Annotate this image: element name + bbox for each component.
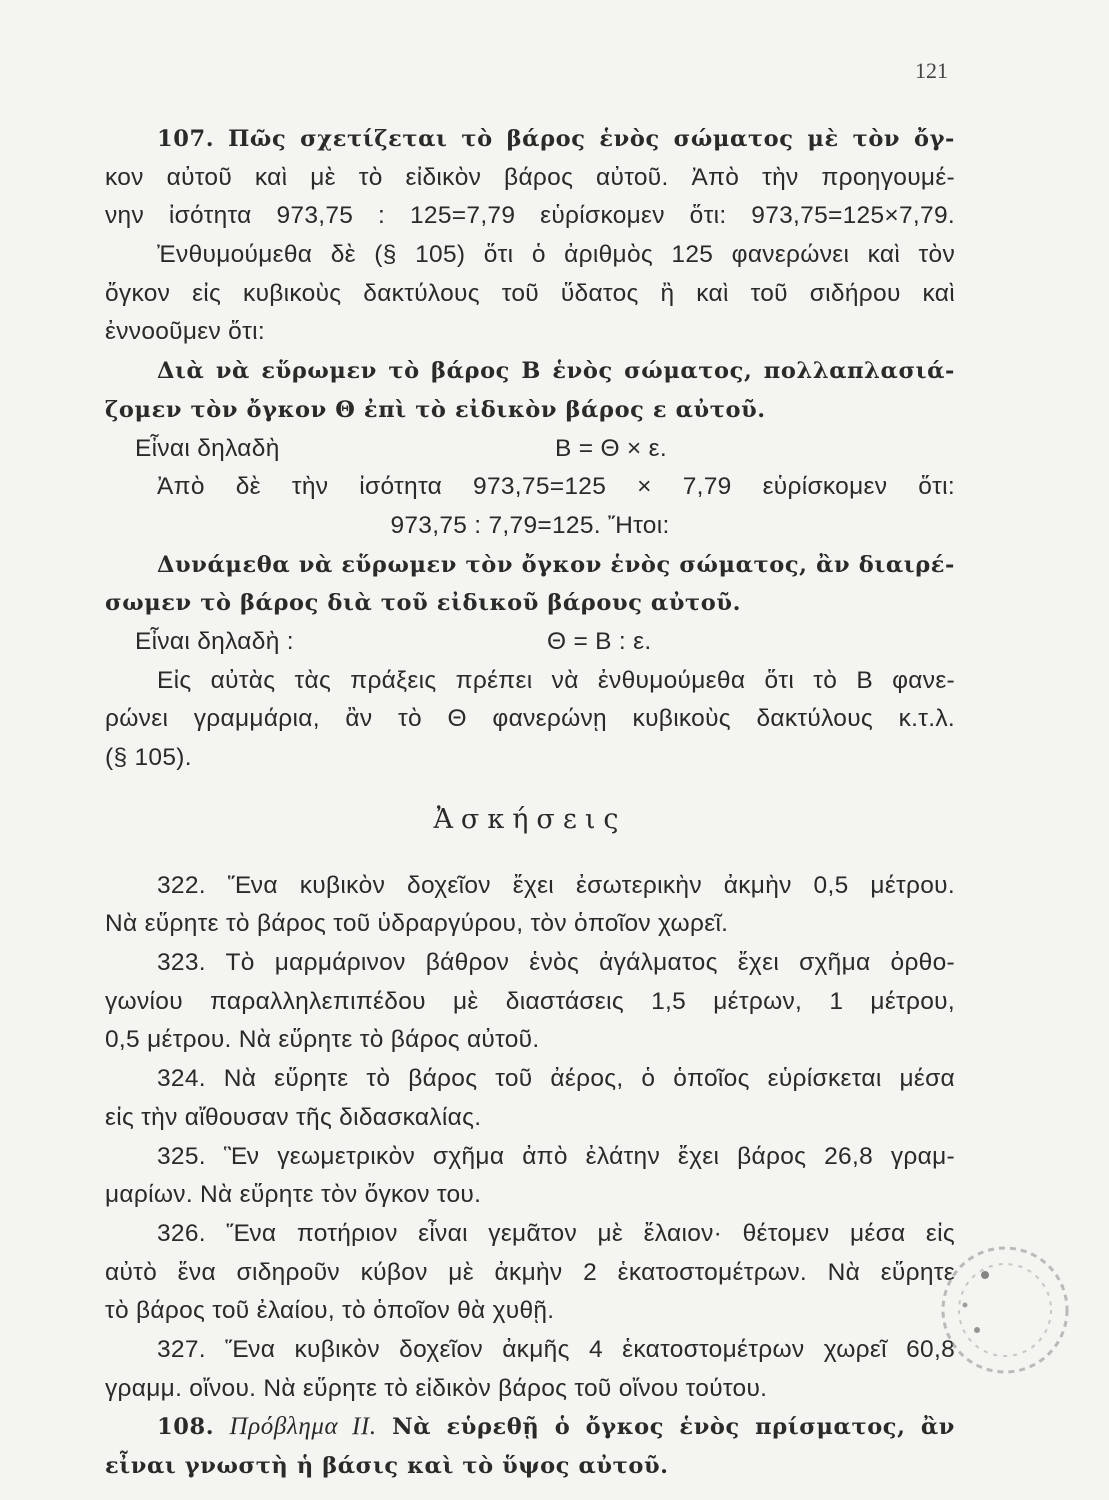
note-line-2: ρώνει γραμμάρια, ἂν τὸ Θ φανερώνῃ κυβικοὺς δακτύλους κ.τ.λ. [105,705,955,733]
exercise-line: τὸ βάρος τοῦ ἐλαίου, τὸ ὁποῖον θὰ χυθῇ. [105,1297,555,1325]
formula-1-label: Εἶναι δηλαδὴ [135,434,280,462]
formula-2-label: Εἶναι δηλαδὴ : [135,627,294,655]
exercise-line: μαρίων. Νὰ εὕρητε τὸν ὄγκον του. [105,1181,482,1209]
rule-2-line-1: Δυνάμεθα νὰ εὕρωμεν τὸν ὄγκον ἑνὸς σώματος, ἂν διαιρέ- [157,551,955,578]
exercise-line: 324. Νὰ εὕρητε τὸ βάρος τοῦ ἀέρος, ὁ ὁποῖος εὑρίσκεται μέσα [157,1065,955,1093]
exercises-heading: Ἀσκήσεις [433,803,627,835]
rule-2-line-2: σωμεν τὸ βάρος διὰ τοῦ εἰδικοῦ βάρους αὐτοῦ. [105,590,742,617]
exercise-line: γωνίου παραλληλεπιπέδου μὲ διαστάσεις 1,5 μέτρων, 1 μέτρου, [105,987,955,1015]
exercise-line: 0,5 μέτρου. Νὰ εὕρητε τὸ βάρος αὐτοῦ. [105,1026,540,1054]
section-108-text: Νὰ εὑρεθῇ ὁ ὄγκος ἑνὸς πρίσματος, ἂν [392,1414,956,1441]
exercise-line: Νὰ εὕρητε τὸ βάρος τοῦ ὑδραργύρου, τὸν ὁποῖον χωρεῖ. [105,910,729,938]
exercise-line: αὐτὸ ἕνα σιδηροῦν κύβον μὲ ἀκμὴν 2 ἑκατοστομέτρων. Νὰ εὕρητε [105,1258,955,1286]
note-line-3: (§ 105). [105,744,192,771]
exercise-line: 325. Ἓν γεωμετρικὸν σχῆμα ἀπὸ ἐλάτην ἔχει βάρος 26,8 γραμ- [157,1142,955,1170]
section-107-line-6: ἐννοοῦμεν ὅτι: [105,318,265,346]
section-107-line-3: νην ἰσότητα 973,75 : 125=7,79 εὑρίσκομεν ὅτι: 973,75=125×7,79. [105,202,955,230]
section-108-number: 108. [157,1414,215,1441]
exercise-line: εἰς τὴν αἴθουσαν τῆς διδασκαλίας. [105,1103,482,1131]
exercise-line: 327. Ἕνα κυβικὸν δοχεῖον ἀκμῆς 4 ἑκατοστομέτρων χωρεῖ 60,8 [157,1335,955,1363]
section-108-title-line-2: εἶναι γνωστὴ ἡ βάσις καὶ τὸ ὕψος αὐτοῦ. [105,1453,669,1479]
result-line: 973,75 : 7,79=125. Ἤτοι: [390,511,670,539]
library-stamp-graphic [925,1235,1075,1385]
section-107-line-2: κον αὐτοῦ καὶ μὲ τὸ εἰδικὸν βάρος αὐτοῦ. Ἀπὸ τὴν προηγουμέ- [105,163,955,191]
section-107-title-line-1: 107. Πῶς σχετίζεται τὸ βάρος ἑνὸς σώματος μὲ τὸν ὄγ- [157,126,955,152]
formula-1 [105,430,955,469]
page-content [105,120,955,1486]
section-107-line-4: Ἐνθυμούμεθα δὲ (§ 105) ὅτι ὁ ἀριθμὸς 125 φανερώνει καὶ τὸν [157,241,955,269]
exercise-323 [105,944,955,1060]
exercise-326 [105,1215,955,1331]
exercise-line: γραμμ. οἴνου. Νὰ εὕρητε τὸ εἰδικὸν βάρος τοῦ οἴνου τούτου. [105,1374,768,1402]
rule-1-line-1: Διὰ νὰ εὕρωμεν τὸ βάρος Β ἑνὸς σώματος, πολλαπλασιά- [157,358,955,385]
equality-line: Ἀπὸ δὲ τὴν ἰσότητα 973,75=125 × 7,79 εὑρίσκομεν ὅτι: [157,473,955,501]
section-108-label: Πρόβλημα ΙΙ. [229,1413,377,1441]
page-number: 121 [915,58,948,83]
exercise-322 [105,867,955,944]
exercise-line: 323. Τὸ μαρμάρινον βάθρον ἑνὸς ἀγάλματος ἔχει σχῆμα ὀρθο- [157,949,955,977]
exercise-324 [105,1060,955,1137]
formula-2-expression: Θ = Β : ε. [547,627,652,655]
formula-1-expression: Β = Θ × ε. [555,434,667,462]
section-107-line-5: ὄγκον εἰς κυβικοὺς δακτύλους τοῦ ὕδατος ἢ καὶ τοῦ σιδήρου καὶ [105,279,955,307]
rule-1-line-2: ζομεν τὸν ὄγκον Θ ἐπὶ τὸ εἰδικὸν βάρος ε αὐτοῦ. [105,396,766,423]
exercise-line: 322. Ἕνα κυβικὸν δοχεῖον ἔχει ἐσωτερικὴν ἀκμὴν 0,5 μέτρου. [157,871,955,899]
note-line-1: Εἰς αὐτὰς τὰς πράξεις πρέπει νὰ ἐνθυμούμεθα ὅτι τὸ Β φανε- [157,666,955,694]
exercise-327 [105,1331,955,1408]
exercise-line: 326. Ἕνα ποτήριον εἶναι γεμᾶτον μὲ ἔλαιον· θέτομεν μέσα εἰς [157,1219,955,1247]
formula-2 [105,623,955,662]
exercise-325 [105,1138,955,1215]
section-108-title-line-1 [105,1408,955,1447]
